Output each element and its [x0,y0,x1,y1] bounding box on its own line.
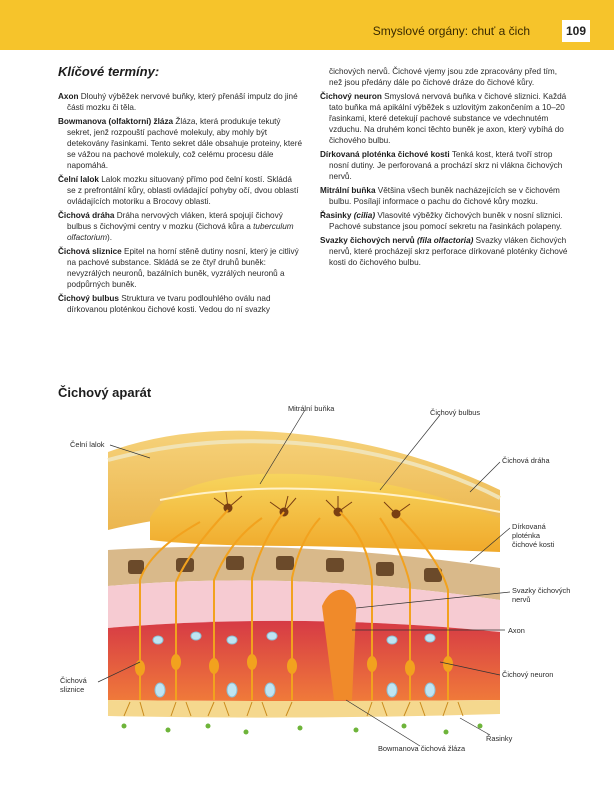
glossary-title: Klíčové termíny: [58,64,160,79]
glossary-definition: Lalok mozku situovaný přímo pod čelní kostí. Skládá se z prefrontální kůry, oblasti ovládající pohyby očí, dvou oblastí ovládajících motoriku a Brocovy oblasti. [67,175,299,206]
page-header [0,0,614,50]
glossary-term: Čichový bulbus [58,294,119,303]
glossary-term: Svazky čichových nervů [320,236,417,245]
olfactory-figure [0,400,614,799]
glossary-entry [320,149,570,182]
glossary-definition: Smyslová nervová buňka v čichové sliznici. Každá tato buňka má apikální výběžek s uzlovitým zakončením a 10–20 řasinkami, které detekují pachové substance ve vdechnutém vzduchu. Na druhém konci těchto buněk je axon, který vybíhá do čichového bulbu. [329,92,567,145]
glossary-definition: Vlasovité výběžky čichových buněk v nosní sliznici. Pachové substance jsou pomocí sekretu na řasinkách polapeny. [329,211,563,231]
glossary-definition: Svazky vláken čichových nervů, které procházejí skrz perforace dírkované ploténky čichové kosti do čichového bulbu. [329,236,568,267]
glossary-entry [320,210,570,232]
glossary-continuation: čichových nervů. Čichové vjemy jsou zde zpracovány před tím, než jsou předány dále po čichové dráze do čichové kůry. [329,67,557,87]
page-number: 109 [562,20,590,42]
label-mitral-cell: Mitrální buňka [288,404,335,413]
glossary-definition-italic: tuberculum olfactorium [67,222,294,242]
glossary-entry [320,235,570,268]
glossary-entry [58,246,302,290]
glossary-term: Čichový neuron [320,92,382,101]
glossary-term: Bowmanova (olfaktorní) žláza [58,117,174,126]
glossary-right-column [320,66,570,271]
label-axon: Axon [508,626,525,635]
glossary-term: Čichová sliznice [58,247,122,256]
odorant-molecules [122,724,483,735]
label-olfactory-mucosa: Čichová sliznice [60,676,87,694]
label-cribriform-plate: Dírkovaná ploténka čichové kosti [512,522,555,549]
glossary-entry [58,210,302,243]
glossary-term: Čelní lalok [58,175,99,184]
glossary-definition: Struktura ve tvaru podlouhlého oválu nad dírkovanou ploténkou čichové kosti. Vedou do ní svazky [67,294,271,314]
chapter-title: Smyslové orgány: chuť a čich [372,24,530,38]
glossary-definition: Tenká kost, která tvoří strop nosní dutiny. Je perforovaná a prochází skrz ni vlákna čichových nervů. [329,150,563,181]
label-olfactory-bulb: Čichový bulbus [430,408,481,417]
glossary-term-italic: (cilia) [353,211,376,220]
label-olfactory-neuron: Čichový neuron [502,670,554,679]
glossary-term: Řasinky [320,211,354,220]
glossary-term: Axon [58,92,79,101]
glossary-entry [58,293,302,315]
label-frontal-lobe: Čelní lalok [70,440,105,449]
glossary-entry [320,185,570,207]
glossary-definition: Většina všech buněk nacházejících se v čichovém bulbu. Posílají informace o pachu do čichové kůry mozku. [329,186,560,206]
glossary-entry [58,91,302,113]
label-bowman-gland: Bowmanova čichová žláza [378,744,466,753]
glossary-left-column [58,66,302,318]
glossary-definition: Dráha nervových vláken, která spojují čichový bulbus s čichovými centry v mozku (čichová kůra a [67,211,283,231]
label-cilia: Řasinky [486,734,513,743]
glossary-definition-tail: ). [107,233,113,242]
label-olfactory-tract: Čichová dráha [502,456,550,465]
glossary-term: Čichová dráha [58,211,115,220]
glossary-term: Mitrální buňka [320,186,376,195]
label-nerve-bundles: Svazky čichových nervů [512,586,571,604]
olfactory-mucosa [108,621,500,701]
glossary-term-italic: (fila olfactoria) [416,236,474,245]
figure-title: Čichový aparát [58,385,152,400]
glossary-definition: Žláza, která produkuje tekutý sekret, jenž rozpouští pachové molekuly, aby mohly být detekovány řasinkami. Tento sekret dále obsahuje proteiny, které se vážou na pachové molekuly, což celému procesu dále napomáhá. [67,117,302,170]
glossary-entry [58,116,302,171]
glossary-entry [320,91,570,146]
glossary-definition: Dlouhý výběžek nervové buňky, který přenáší impulz do jiné části mozku či těla. [67,92,298,112]
cilia-layer [108,700,500,718]
glossary-term: Dírkovaná ploténka čichové kosti [320,150,450,159]
glossary-entry [58,174,302,207]
glossary-definition: Epitel na horní stěně dutiny nosní, který je citlivý na pachové substance. Skládá se ze čtyř druhů buněk: nevyzrálých neuronů, bazálních buněk, vyzrálých neuronů a podpůrných buněk. [67,247,299,289]
